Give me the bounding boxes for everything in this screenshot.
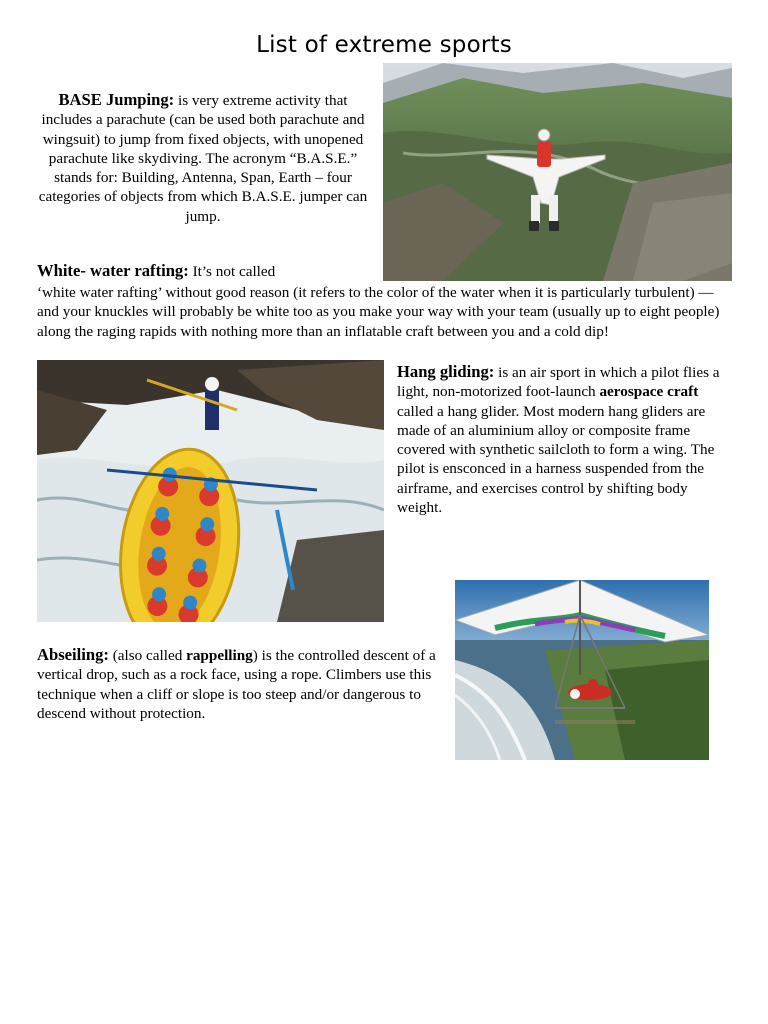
abseiling-paragraph	[37, 645, 437, 723]
abseiling-body-2: ) is the controlled descent of a vertical drop, such as a rock face, using a rope. Climbers use this technique when a cliff or slope is too steep and/or dangerous to descend without protection.	[37, 647, 436, 722]
abseiling-body-1: (also called	[108, 647, 187, 664]
rafting-intro: It’s not called	[188, 263, 276, 280]
abseiling-heading: Abseiling:	[37, 645, 109, 664]
rafting-heading: White- water rafting:	[37, 261, 189, 280]
hang-gliding-body-2: called a hang glider. Most modern hang gliders are made of an aluminium alloy or composite frame covered with synthetic sailcloth to form a wing. The pilot is ensconced in a harness suspended from the airframe, and exercises control by shifting body weight.	[397, 402, 715, 517]
base-jumping-paragraph	[34, 90, 372, 226]
base-jumping-body: is very extreme activity that includes a parachute (can be used both parachute and wingsuit) to jump from fixed objects, with unopened parachute like skydiving. The acronym “B.A.S.E.” stands for: Building, Antenna, Span, Earth – four categories of objects from which B.A.S.E. jumper can jump.	[38, 92, 368, 225]
page-title: List of extreme sports	[256, 32, 512, 58]
rafting-photo	[37, 360, 384, 622]
rafting-paragraph-lead	[37, 261, 377, 281]
hang-gliding-body-1: is an air sport in which a pilot flies a light, non-motorized foot-launch	[397, 364, 720, 401]
base-jumping-photo	[383, 63, 732, 281]
hang-gliding-heading: Hang gliding:	[397, 362, 495, 381]
base-jumping-heading: BASE Jumping:	[58, 90, 175, 109]
abseiling-bold-term: rappelling	[186, 647, 253, 664]
hang-gliding-photo	[455, 580, 709, 760]
hang-gliding-paragraph	[397, 362, 732, 517]
hang-gliding-bold-term: aerospace craft	[599, 383, 699, 401]
rafting-paragraph-body: ‘white water rafting’ without good reason (it refers to the color of the water when it is particularly turbulent) — and your knuckles will probably be white too as you make your way with your team (usually up to eight people) along the raging rapids with nothing more than an inflatable craft between you and a cold dip!	[37, 284, 720, 340]
